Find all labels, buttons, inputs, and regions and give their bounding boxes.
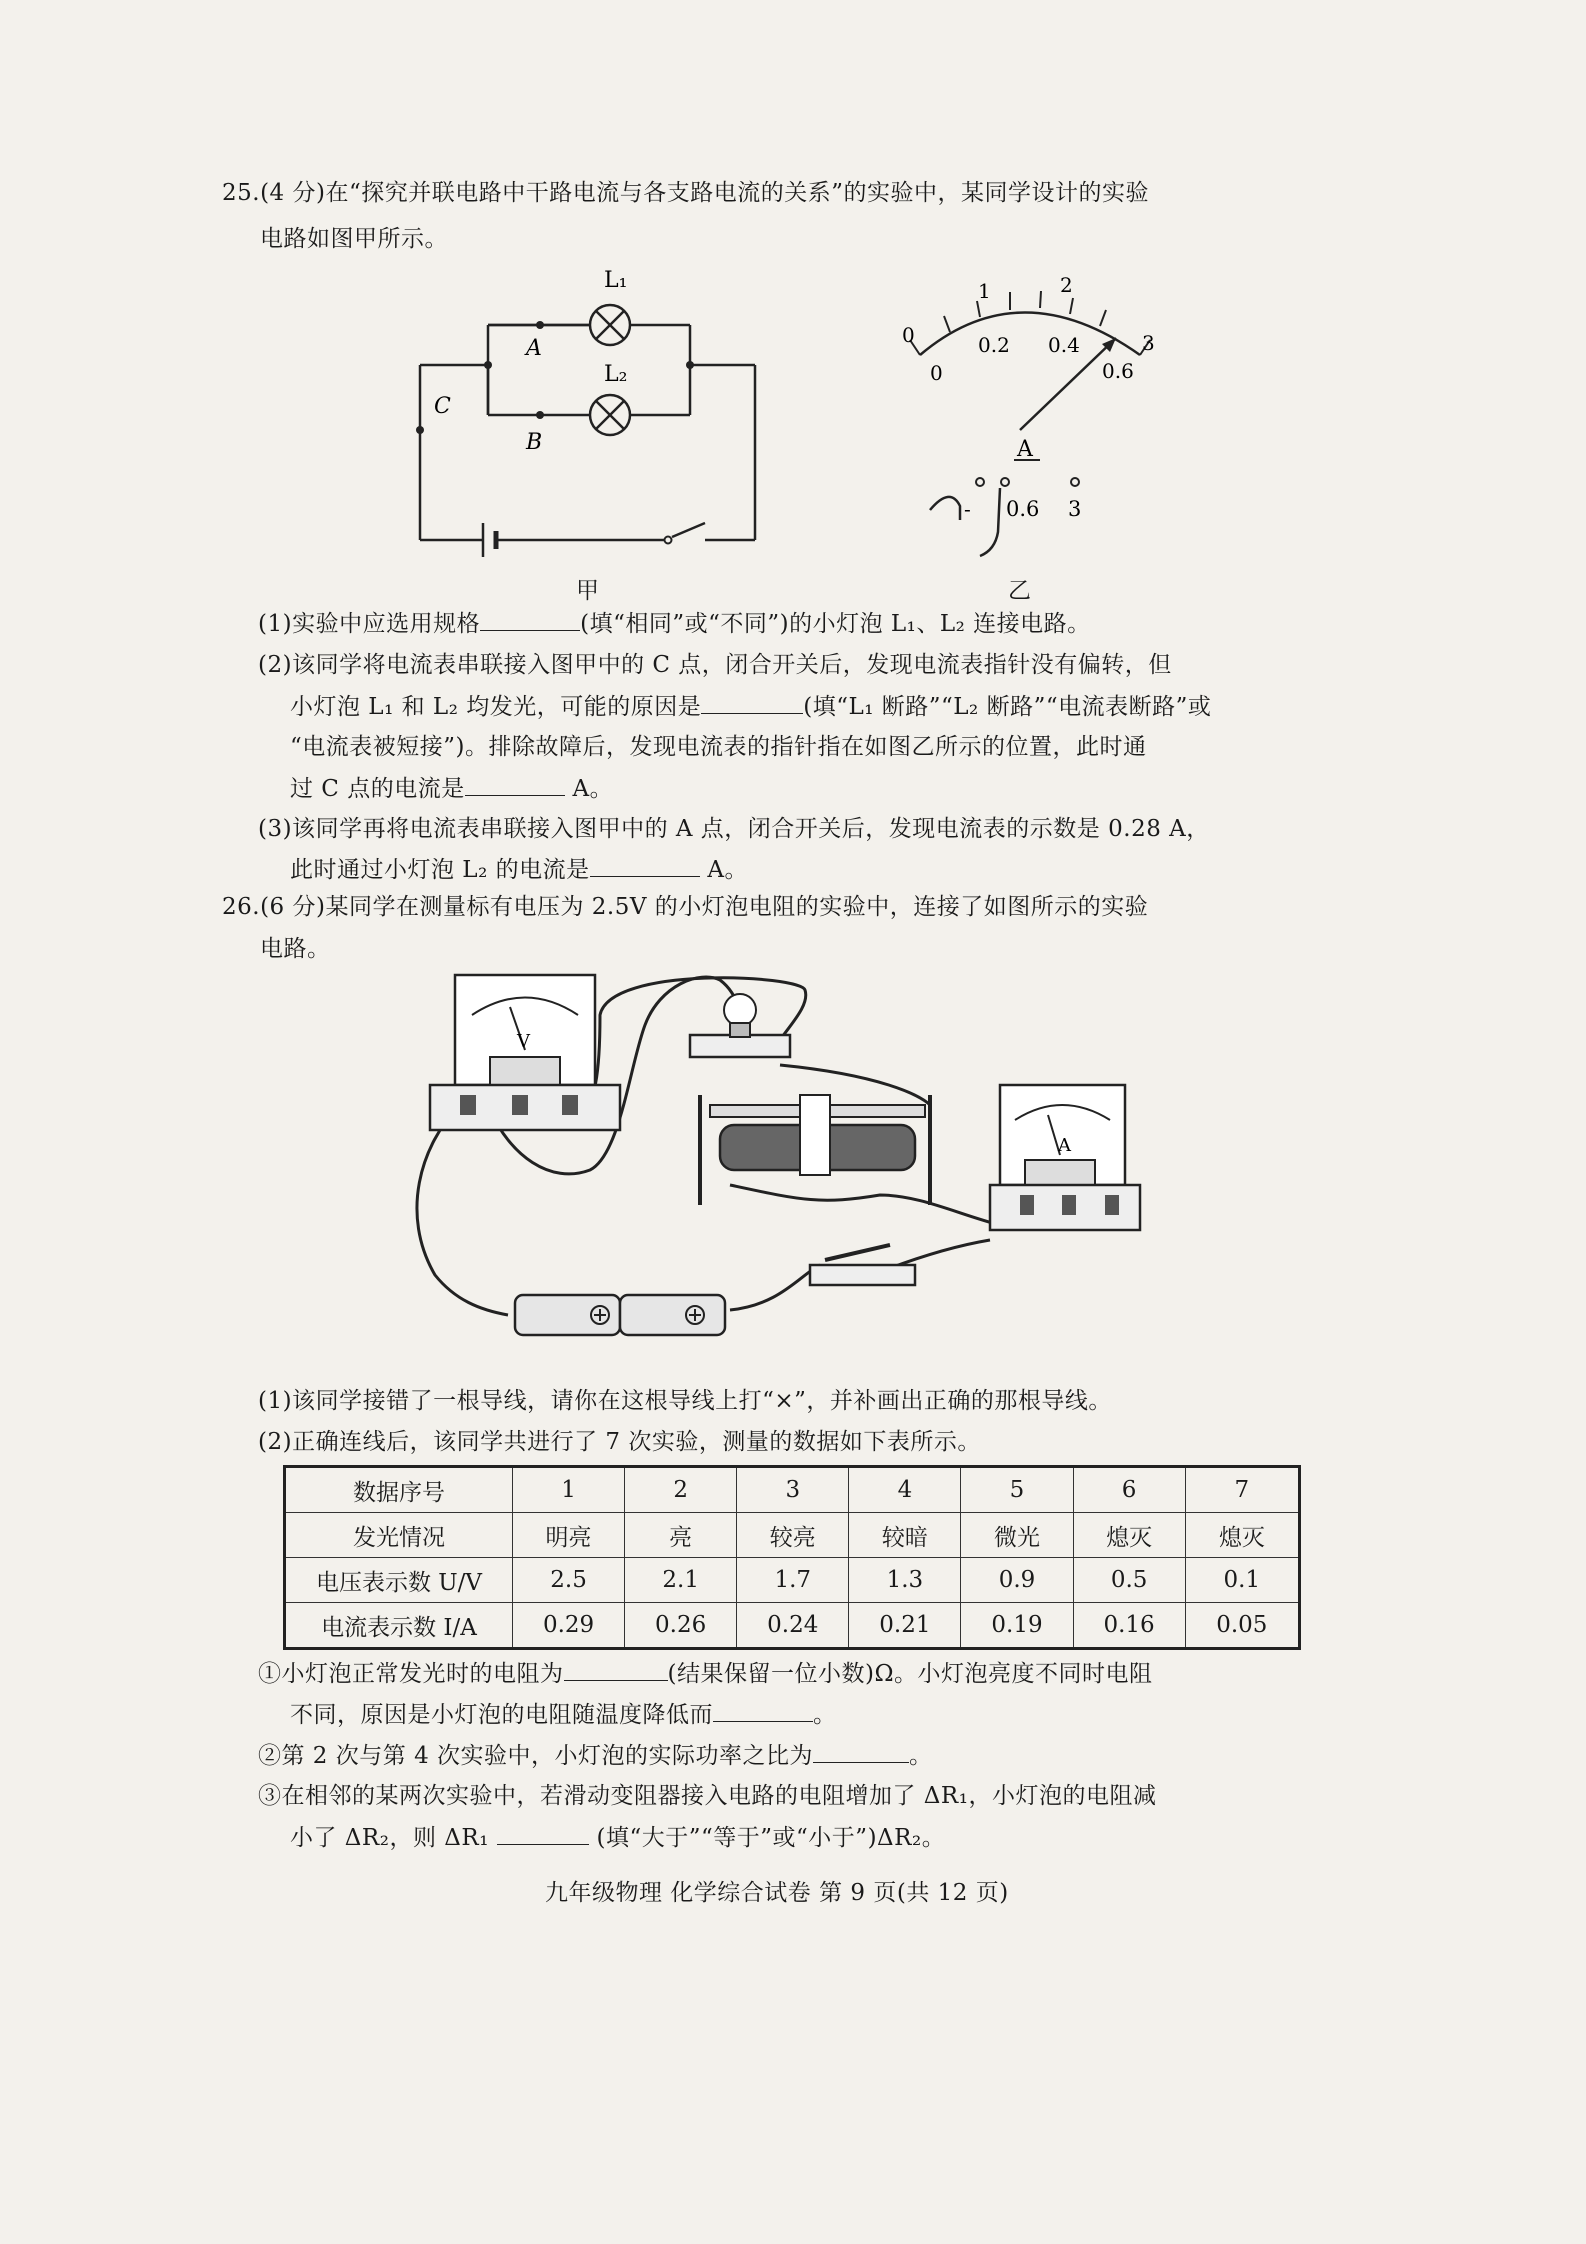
ammeter-symbol: A bbox=[1058, 1135, 1071, 1156]
scale-bottom-06: 0.6 bbox=[1102, 359, 1134, 383]
table-cell: 2 bbox=[625, 1467, 737, 1513]
q25-p3b: 此时通过小灯泡 L₂ 的电流是 A。 bbox=[290, 852, 748, 887]
q26-s1a: ①小灯泡正常发光时的电阻为 (结果保留一位小数)Ω。小灯泡亮度不同时电阻 bbox=[258, 1656, 1153, 1691]
table-cell: 1 bbox=[513, 1467, 625, 1513]
table-cell: 明亮 bbox=[513, 1513, 625, 1558]
table-cell: 0.1 bbox=[1185, 1558, 1299, 1603]
voltmeter-symbol: V bbox=[517, 1031, 530, 1052]
answer-blank-4[interactable] bbox=[590, 852, 700, 877]
physical-circuit-figure bbox=[400, 955, 1180, 1365]
answer-blank-6[interactable] bbox=[713, 1697, 813, 1722]
meter-symbol: A bbox=[1017, 437, 1033, 462]
table-row bbox=[285, 1467, 1300, 1513]
battery-pack bbox=[515, 1295, 725, 1335]
figure-caption-jia: 甲 bbox=[576, 578, 599, 604]
scale-top-0: 0 bbox=[902, 323, 915, 347]
answer-blank-8[interactable] bbox=[497, 1820, 589, 1845]
q26-s3b: 小了 ΔR₂，则 ΔR₁ (填“大于”“等于”或“小于”)ΔR₂。 bbox=[290, 1820, 945, 1855]
table-cell: 6 bbox=[1073, 1467, 1185, 1513]
answer-blank-7[interactable] bbox=[813, 1738, 909, 1763]
table-cell: 0.5 bbox=[1073, 1558, 1185, 1603]
answer-blank-1[interactable] bbox=[480, 606, 580, 631]
table-cell: 0.24 bbox=[737, 1603, 849, 1649]
q26-line1: 26.(6 分)某同学在测量标有电压为 2.5V 的小灯泡电阻的实验中，连接了如图所示的实验 bbox=[222, 894, 1149, 920]
ammeter-device bbox=[990, 1085, 1140, 1230]
table-cell: 较暗 bbox=[849, 1513, 961, 1558]
scale-top-1: 1 bbox=[978, 279, 991, 303]
table-cell: 电流表示数 I/A bbox=[285, 1603, 513, 1649]
answer-blank-2[interactable] bbox=[701, 689, 803, 714]
table-cell: 3 bbox=[737, 1467, 849, 1513]
q26-line2: 电路。 bbox=[260, 936, 331, 962]
table-cell: 7 bbox=[1185, 1467, 1299, 1513]
label-C: C bbox=[434, 394, 451, 419]
q26-p1: (1)该同学接错了一根导线，请你在这根导线上打“×”，并补画出正确的那根导线。 bbox=[258, 1388, 1112, 1414]
scale-bottom-0: 0 bbox=[930, 361, 943, 385]
table-cell: 1.3 bbox=[849, 1558, 961, 1603]
voltmeter-device bbox=[430, 975, 620, 1130]
label-L1: L₁ bbox=[604, 268, 628, 293]
table-cell: 发光情况 bbox=[285, 1513, 513, 1558]
terminal-3: 3 bbox=[1068, 497, 1082, 521]
q25-line2: 电路如图甲所示。 bbox=[260, 226, 448, 252]
label-L2: L₂ bbox=[604, 362, 628, 387]
table-cell: 0.19 bbox=[961, 1603, 1073, 1649]
table-cell: 1.7 bbox=[737, 1558, 849, 1603]
table-cell: 微光 bbox=[961, 1513, 1073, 1558]
table-cell: 2.5 bbox=[513, 1558, 625, 1603]
table-cell: 熄灭 bbox=[1073, 1513, 1185, 1558]
q25-p2c: “电流表被短接”)。排除故障后，发现电流表的指针指在如图乙所示的位置，此时通 bbox=[290, 734, 1147, 760]
q25-line1: 25.(4 分)在“探究并联电路中干路电流与各支路电流的关系”的实验中，某同学设计的实验 bbox=[222, 180, 1149, 206]
table-cell: 电压表示数 U/V bbox=[285, 1558, 513, 1603]
table-cell: 0.21 bbox=[849, 1603, 961, 1649]
scale-top-3: 3 bbox=[1142, 331, 1155, 355]
label-A: A bbox=[526, 336, 542, 361]
scale-bottom-04: 0.4 bbox=[1048, 333, 1080, 357]
table-cell: 2.1 bbox=[625, 1558, 737, 1603]
q26-s1b: 不同，原因是小灯泡的电阻随温度降低而 。 bbox=[290, 1697, 837, 1732]
table-cell: 4 bbox=[849, 1467, 961, 1513]
scale-top-2: 2 bbox=[1060, 273, 1073, 297]
q25-p3a: (3)该同学再将电流表串联接入图甲中的 A 点，闭合开关后，发现电流表的示数是 0.28 A， bbox=[258, 816, 1210, 842]
ammeter-dial-yi bbox=[880, 270, 1180, 560]
page-footer: 九年级物理 化学综合试卷 第 9 页(共 12 页) bbox=[545, 1880, 1009, 1906]
q26-s2: ②第 2 次与第 4 次实验中，小灯泡的实际功率之比为 。 bbox=[258, 1738, 933, 1773]
table-cell: 5 bbox=[961, 1467, 1073, 1513]
answer-blank-3[interactable] bbox=[465, 771, 565, 796]
data-table bbox=[283, 1465, 1301, 1650]
q26-p2: (2)正确连线后，该同学共进行了 7 次实验，测量的数据如下表所示。 bbox=[258, 1429, 981, 1455]
table-row bbox=[285, 1513, 1300, 1558]
rheostat-device bbox=[700, 1095, 930, 1205]
switch-device bbox=[810, 1245, 915, 1285]
q25-p2a: (2)该同学将电流表串联接入图甲中的 C 点，闭合开关后，发现电流表指针没有偏转，但 bbox=[258, 652, 1172, 678]
label-B: B bbox=[526, 430, 543, 455]
table-row bbox=[285, 1558, 1300, 1603]
q25-p1: (1)实验中应选用规格 (填“相同”或“不同”)的小灯泡 L₁、L₂ 连接电路。 bbox=[258, 606, 1091, 641]
lamp-device bbox=[690, 994, 790, 1057]
table-cell: 较亮 bbox=[737, 1513, 849, 1558]
q26-s3a: ③在相邻的某两次实验中，若滑动变阻器接入电路的电阻增加了 ΔR₁，小灯泡的电阻减 bbox=[258, 1783, 1157, 1809]
table-cell: 0.16 bbox=[1073, 1603, 1185, 1649]
table-cell: 0.05 bbox=[1185, 1603, 1299, 1649]
scale-bottom-02: 0.2 bbox=[978, 333, 1010, 357]
table-cell: 0.9 bbox=[961, 1558, 1073, 1603]
figure-caption-yi: 乙 bbox=[1008, 578, 1031, 604]
table-row bbox=[285, 1603, 1300, 1649]
q25-p2b: 小灯泡 L₁ 和 L₂ 均发光，可能的原因是 (填“L₁ 断路”“L₂ 断路”“电流表断路”或 bbox=[290, 689, 1211, 724]
q25-p2d: 过 C 点的电流是 A。 bbox=[290, 771, 613, 806]
table-cell: 熄灭 bbox=[1185, 1513, 1299, 1558]
terminal-minus: - bbox=[964, 497, 971, 521]
table-cell: 0.29 bbox=[513, 1603, 625, 1649]
table-cell: 亮 bbox=[625, 1513, 737, 1558]
circuit-diagram-jia bbox=[400, 265, 780, 595]
terminal-06: 0.6 bbox=[1006, 497, 1040, 521]
table-cell: 数据序号 bbox=[285, 1467, 513, 1513]
table-cell: 0.26 bbox=[625, 1603, 737, 1649]
answer-blank-5[interactable] bbox=[564, 1656, 668, 1681]
